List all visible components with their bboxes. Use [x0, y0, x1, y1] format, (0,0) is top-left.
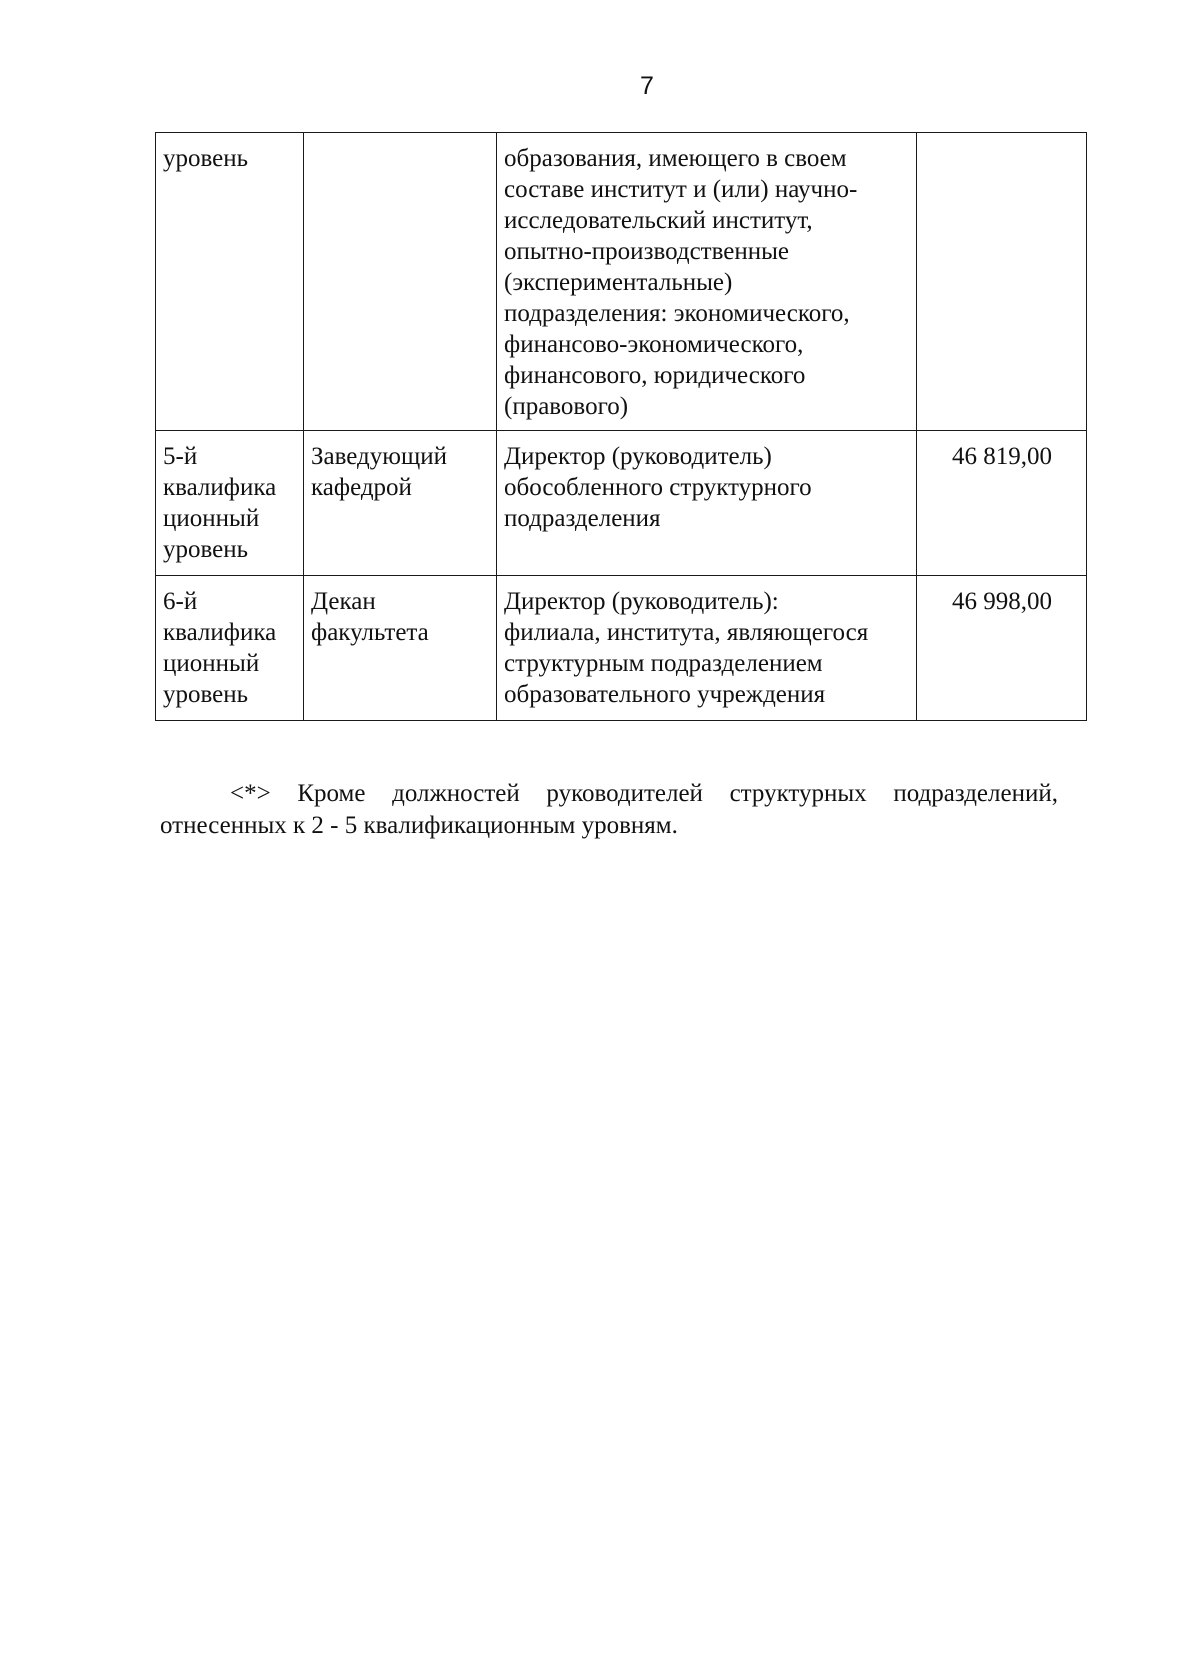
table-row [156, 133, 1087, 431]
amount-cell: 46 819,00 [917, 431, 1087, 576]
footnote: <*> Кроме должностей руководителей структурных подразделений, отнесенных к 2 - 5 квалификационным уровням. [160, 780, 1058, 839]
duties-cell: образования, имеющего в своем составе институт и (или) научно- исследовательский институт, опытно-производственные (экспериментальные) подразделения: экономического, финансово-экономического, финансового, юридического (правового) [497, 133, 917, 431]
amount-cell: 46 998,00 [917, 576, 1087, 721]
position-cell: Декан факультета [304, 576, 497, 721]
page-number: 7 [640, 72, 654, 100]
duties-cell: Директор (руководитель) обособленного структурного подразделения [497, 431, 917, 576]
table-row [156, 431, 1087, 576]
level-cell: 6-й квалифика ционный уровень [156, 576, 304, 721]
duties-cell: Директор (руководитель): филиала, института, являющегося структурным подразделением образовательного учреждения [497, 576, 917, 721]
level-cell: 5-й квалифика ционный уровень [156, 431, 304, 576]
level-cell: уровень [156, 133, 304, 431]
amount-cell [917, 133, 1087, 431]
position-cell: Заведующий кафедрой [304, 431, 497, 576]
salary-table [155, 132, 1087, 721]
position-cell [304, 133, 497, 431]
table-row [156, 576, 1087, 721]
